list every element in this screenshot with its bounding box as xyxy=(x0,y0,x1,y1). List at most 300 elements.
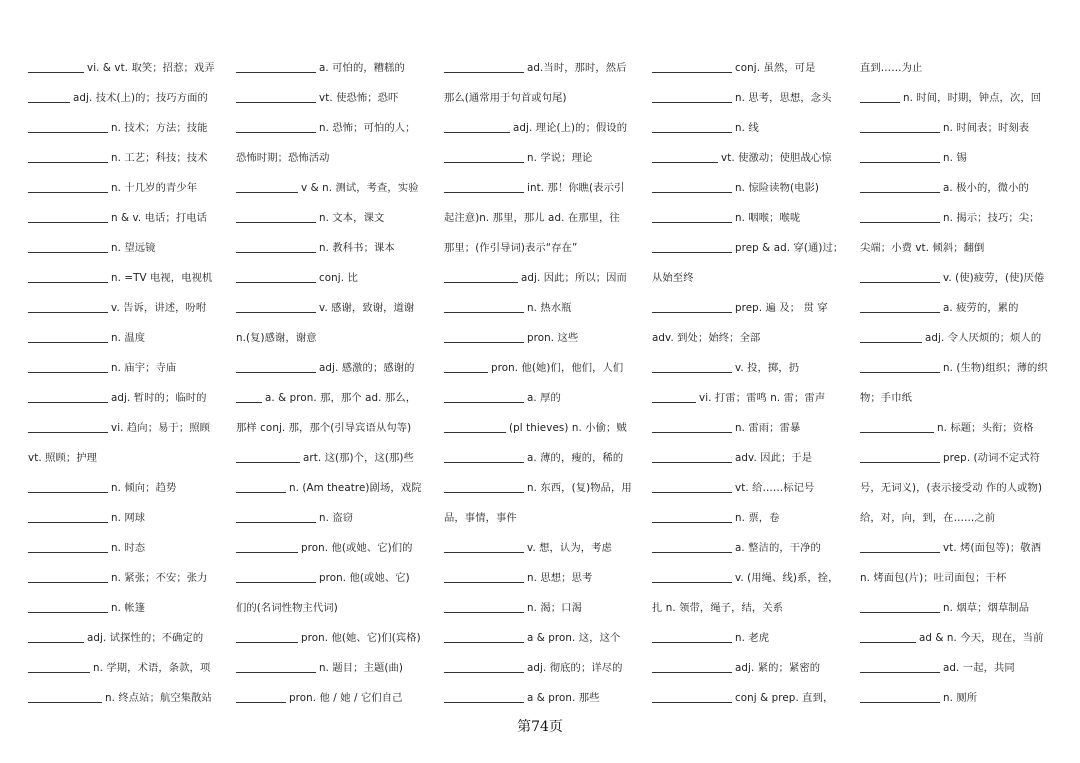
vocab-entry xyxy=(236,411,434,441)
answer-blank xyxy=(860,330,922,343)
vocab-entry xyxy=(860,291,1058,321)
vocab-entry xyxy=(444,591,642,621)
answer-blank xyxy=(236,480,286,493)
vocab-entry xyxy=(860,411,1058,441)
vocab-entry xyxy=(652,471,850,501)
definition-text: prep & ad. 穿(通)过； xyxy=(735,241,844,254)
definition-text: n. (Am theatre)剧场，戏院 xyxy=(289,481,422,494)
vocab-entry xyxy=(236,321,434,351)
answer-blank xyxy=(860,120,940,133)
vocab-entry xyxy=(860,531,1058,561)
answer-blank xyxy=(652,570,732,583)
vocab-entry xyxy=(444,621,642,651)
vocab-entry xyxy=(652,621,850,651)
word-column-5 xyxy=(860,51,1058,711)
vocab-entry xyxy=(236,441,434,471)
answer-blank xyxy=(444,480,524,493)
definition-text: a. 可怕的，糟糕的 xyxy=(319,61,405,74)
answer-blank xyxy=(444,330,524,343)
definition-text: v. (用绳、线)系，拴， xyxy=(735,571,839,584)
definition-text: pron. 他(或她、它) xyxy=(319,571,410,584)
answer-blank xyxy=(444,420,506,433)
word-column-3 xyxy=(444,51,642,711)
answer-blank xyxy=(28,510,108,523)
answer-blank xyxy=(236,300,316,313)
definition-text: pron. 他 / 她 / 它们自己 xyxy=(289,691,403,704)
definition-text: n. 热水瓶 xyxy=(527,301,572,314)
definition-text: v. 想，认为，考虑 xyxy=(527,541,612,554)
vocab-entry xyxy=(652,141,850,171)
vocab-entry xyxy=(444,51,642,81)
definition-text: n. 厕所 xyxy=(943,691,978,704)
answer-blank xyxy=(652,60,732,73)
vocab-entry xyxy=(652,201,850,231)
definition-text: n. 帐篷 xyxy=(111,601,146,614)
vocab-entry xyxy=(236,471,434,501)
answer-blank xyxy=(236,660,316,673)
definition-text: n. 网球 xyxy=(111,511,146,524)
answer-blank xyxy=(236,690,286,703)
vocab-entry xyxy=(236,681,434,711)
answer-blank xyxy=(444,600,524,613)
definition-text: a. 极小的，微小的 xyxy=(943,181,1029,194)
answer-blank xyxy=(444,690,524,703)
definition-text: 们的(名词性物主代词) xyxy=(236,601,338,614)
answer-blank xyxy=(236,180,298,193)
answer-blank xyxy=(28,690,102,703)
vocab-entry xyxy=(28,621,226,651)
vocab-entry xyxy=(236,291,434,321)
vocab-entry xyxy=(236,591,434,621)
definition-text: n. 十几岁的青少年 xyxy=(111,181,198,194)
definition-text: v. 投，掷，扔 xyxy=(735,361,800,374)
answer-blank xyxy=(236,60,316,73)
vocab-entry xyxy=(860,111,1058,141)
answer-blank xyxy=(652,120,732,133)
vocab-entry xyxy=(236,351,434,381)
vocab-entry xyxy=(652,531,850,561)
vocab-entry xyxy=(444,261,642,291)
definition-text: v & n. 测试，考查，实验 xyxy=(301,181,419,194)
answer-blank xyxy=(236,510,316,523)
vocab-entry xyxy=(652,231,850,261)
vocab-entry xyxy=(444,141,642,171)
definition-text: int. 那！你瞧(表示引 xyxy=(527,181,625,194)
definition-text: n. 线 xyxy=(735,121,759,134)
definition-text: 号，无词义)，(表示接受动 作的人或物) xyxy=(860,481,1043,494)
vocab-entry xyxy=(652,651,850,681)
vocab-entry xyxy=(652,261,850,291)
definition-text: 那里；(作引导词)表示“存在” xyxy=(444,241,578,254)
vocab-entry xyxy=(28,591,226,621)
answer-blank xyxy=(860,180,940,193)
answer-blank xyxy=(28,180,108,193)
definition-text: n. 老虎 xyxy=(735,631,770,644)
vocab-entry xyxy=(28,681,226,711)
vocab-entry xyxy=(652,381,850,411)
vocab-entry xyxy=(860,501,1058,531)
vocab-entry xyxy=(652,351,850,381)
vocab-entry xyxy=(236,141,434,171)
vocab-entry xyxy=(28,351,226,381)
vocab-entry xyxy=(652,291,850,321)
definition-text: n. 望远镜 xyxy=(111,241,156,254)
vocab-entry xyxy=(652,51,850,81)
vocab-entry xyxy=(860,591,1058,621)
definition-text: vt. 使激动；使胆战心惊 xyxy=(721,151,832,164)
definition-text: 扎 n. 领带，绳子，结，关系 xyxy=(652,601,784,614)
vocab-entry xyxy=(236,621,434,651)
answer-blank xyxy=(236,360,316,373)
definition-text: (pl thieves) n. 小偷；贼 xyxy=(509,421,627,434)
vocab-entry xyxy=(28,651,226,681)
definition-text: n. 终点站；航空集散站 xyxy=(105,691,212,704)
answer-blank xyxy=(652,240,732,253)
vocab-entry xyxy=(860,681,1058,711)
answer-blank xyxy=(28,210,108,223)
answer-blank xyxy=(444,570,524,583)
definition-text: vi. & vt. 取笑；招惹；戏弄 xyxy=(87,61,215,74)
answer-blank xyxy=(28,600,108,613)
definition-text: n. 揭示；技巧；尖； xyxy=(943,211,1040,224)
answer-blank xyxy=(652,300,732,313)
answer-blank xyxy=(860,360,940,373)
vocab-entry xyxy=(652,591,850,621)
definition-text: adv. 到处；始终；全部 xyxy=(652,331,761,344)
answer-blank xyxy=(28,90,70,103)
definition-text: n. 时间表；时刻表 xyxy=(943,121,1030,134)
definition-text: 直到……为止 xyxy=(860,61,923,74)
definition-text: n. 文本，课文 xyxy=(319,211,385,224)
answer-blank xyxy=(652,660,732,673)
vocab-entry xyxy=(236,531,434,561)
vocab-entry xyxy=(444,201,642,231)
vocab-entry xyxy=(860,141,1058,171)
definition-text: n. 庙宇；寺庙 xyxy=(111,361,177,374)
answer-blank xyxy=(860,300,940,313)
definition-text: n. 技术；方法；技能 xyxy=(111,121,208,134)
definition-text: n. (生物)组织；薄的织 xyxy=(943,361,1048,374)
vocab-entry xyxy=(236,171,434,201)
definition-text: ad & n. 今天，现在，当前 xyxy=(919,631,1044,644)
vocab-entry xyxy=(28,531,226,561)
definition-text: n. 工艺；科技；技术 xyxy=(111,151,208,164)
answer-blank xyxy=(860,630,916,643)
vocab-entry xyxy=(860,621,1058,651)
answer-blank xyxy=(28,330,108,343)
vocab-entry xyxy=(444,531,642,561)
definition-text: adj. 技术(上)的；技巧方面的 xyxy=(73,91,208,104)
definition-text: adj. 紧的；紧密的 xyxy=(735,661,821,674)
vocab-entry xyxy=(444,381,642,411)
definition-text: 那样 conj. 那，那个(引导宾语从句等) xyxy=(236,421,412,434)
vocab-entry xyxy=(444,651,642,681)
vocab-entry xyxy=(444,681,642,711)
answer-blank xyxy=(236,120,316,133)
answer-blank xyxy=(236,540,298,553)
definition-text: vi. 趋向；易于；照顾 xyxy=(111,421,211,434)
vocab-entry xyxy=(28,471,226,501)
answer-blank xyxy=(444,360,488,373)
definition-text: a. & pron. 那，那个 ad. 那么， xyxy=(265,391,417,404)
vocab-entry xyxy=(28,381,226,411)
definition-text: n. 渴；口渴 xyxy=(527,601,582,614)
answer-blank xyxy=(652,210,732,223)
definition-text: conj & prep. 直到， xyxy=(735,691,834,704)
answer-blank xyxy=(444,540,524,553)
answer-blank xyxy=(444,60,524,73)
vocabulary-sheet xyxy=(28,51,1058,711)
vocab-entry xyxy=(28,171,226,201)
answer-blank xyxy=(236,390,262,403)
word-column-2 xyxy=(236,51,434,711)
page-number: 第74页 xyxy=(517,719,563,735)
definition-text: n. 惊险读物(电影) xyxy=(735,181,819,194)
vocab-entry xyxy=(236,381,434,411)
vocab-entry xyxy=(236,111,434,141)
answer-blank xyxy=(652,690,732,703)
definition-text: pron. 这些 xyxy=(527,331,579,344)
definition-text: n & v. 电话；打电话 xyxy=(111,211,208,224)
definition-text: adj. 感激的；感谢的 xyxy=(319,361,415,374)
vocab-entry xyxy=(652,171,850,201)
definition-text: vt. 使恐怖；恐吓 xyxy=(319,91,399,104)
answer-blank xyxy=(236,90,316,103)
answer-blank xyxy=(860,660,940,673)
definition-text: 物；手巾纸 xyxy=(860,391,912,404)
vocab-entry xyxy=(28,201,226,231)
answer-blank xyxy=(652,180,732,193)
definition-text: n. 咽喉；喉咙 xyxy=(735,211,801,224)
definition-text: n. 倾向；趋势 xyxy=(111,481,177,494)
definition-text: adj. 令人厌烦的；烦人的 xyxy=(925,331,1042,344)
vocab-entry xyxy=(236,561,434,591)
answer-blank xyxy=(28,60,84,73)
definition-text: n. =TV 电视，电视机 xyxy=(111,271,213,284)
vocab-entry xyxy=(860,441,1058,471)
vocab-entry xyxy=(860,261,1058,291)
vocab-entry xyxy=(444,561,642,591)
answer-blank xyxy=(444,300,524,313)
definition-text: v. 感谢，致谢，道谢 xyxy=(319,301,415,314)
answer-blank xyxy=(444,450,524,463)
vocab-entry xyxy=(444,321,642,351)
definition-text: n. 票，卷 xyxy=(735,511,780,524)
definition-text: n. 时间，时期，钟点，次，回 xyxy=(903,91,1042,104)
definition-text: ad.当时，那时，然后 xyxy=(527,61,627,74)
vocab-entry xyxy=(28,231,226,261)
vocab-entry xyxy=(860,381,1058,411)
definition-text: a & pron. 这，这个 xyxy=(527,631,621,644)
answer-blank xyxy=(860,690,940,703)
answer-blank xyxy=(652,630,732,643)
definition-text: n. 教科书；课本 xyxy=(319,241,395,254)
vocab-entry xyxy=(652,81,850,111)
answer-blank xyxy=(28,300,108,313)
definition-text: 恐怖时期；恐怖活动 xyxy=(236,151,330,164)
definition-text: conj. 比 xyxy=(319,271,358,284)
answer-blank xyxy=(28,270,108,283)
vocab-entry xyxy=(28,81,226,111)
vocab-entry xyxy=(860,81,1058,111)
answer-blank xyxy=(28,120,108,133)
vocab-entry xyxy=(652,681,850,711)
answer-blank xyxy=(236,630,298,643)
vocab-entry xyxy=(860,51,1058,81)
vocab-entry xyxy=(652,441,850,471)
definition-text: 那么(通常用于句首或句尾) xyxy=(444,91,567,104)
definition-text: 起注意)n. 那里，那儿 ad. 在那里，往 xyxy=(444,211,620,224)
answer-blank xyxy=(28,360,108,373)
answer-blank xyxy=(860,600,940,613)
answer-blank xyxy=(860,150,940,163)
vocab-entry xyxy=(444,441,642,471)
definition-text: n. 紧张；不安；张力 xyxy=(111,571,208,584)
answer-blank xyxy=(444,660,524,673)
vocab-entry xyxy=(236,651,434,681)
answer-blank xyxy=(28,540,108,553)
word-column-4 xyxy=(652,51,850,711)
vocab-entry xyxy=(652,321,850,351)
definition-text: n. 温度 xyxy=(111,331,146,344)
answer-blank xyxy=(652,480,732,493)
definition-text: a. 薄的，瘦的，稀的 xyxy=(527,451,624,464)
definition-text: 尖端；小费 vt. 倾斜；翻倒 xyxy=(860,241,985,254)
definition-text: prep. (动词不定式符 xyxy=(943,451,1041,464)
vocab-entry xyxy=(652,561,850,591)
definition-text: pron. 他(她、它)们(宾格) xyxy=(301,631,421,644)
answer-blank xyxy=(860,540,940,553)
definition-text: n. 烤面包(片)；吐司面包；干杯 xyxy=(860,571,1007,584)
vocab-entry xyxy=(444,471,642,501)
definition-text: a. 厚的 xyxy=(527,391,561,404)
answer-blank xyxy=(652,360,732,373)
answer-blank xyxy=(28,660,90,673)
definition-text: ad. 一起，共同 xyxy=(943,661,1015,674)
definition-text: n. 学说；理论 xyxy=(527,151,593,164)
answer-blank xyxy=(860,90,900,103)
answer-blank xyxy=(652,510,732,523)
answer-blank xyxy=(28,570,108,583)
definition-text: n. 东西，(复)物品，用 xyxy=(527,481,632,494)
definition-text: vt. 烤(面包等)；敬酒 xyxy=(943,541,1042,554)
answer-blank xyxy=(28,390,108,403)
vocab-entry xyxy=(860,171,1058,201)
answer-blank xyxy=(28,630,84,643)
definition-text: n.(复)感谢，谢意 xyxy=(236,331,317,344)
vocab-entry xyxy=(652,411,850,441)
definition-text: pron. 他(或她、它)们的 xyxy=(301,541,413,554)
answer-blank xyxy=(652,420,732,433)
definition-text: n. 学期，术语，条款，项 xyxy=(93,661,211,674)
vocab-entry xyxy=(28,501,226,531)
definition-text: adv. 因此；于是 xyxy=(735,451,813,464)
answer-blank xyxy=(28,480,108,493)
vocab-entry xyxy=(652,111,850,141)
definition-text: vt. 给……标记号 xyxy=(735,481,815,494)
definition-text: adj. 彻底的；详尽的 xyxy=(527,661,623,674)
vocab-entry xyxy=(236,51,434,81)
vocab-entry xyxy=(236,81,434,111)
definition-text: adj. 暂时的；临时的 xyxy=(111,391,207,404)
vocab-entry xyxy=(860,471,1058,501)
vocab-entry xyxy=(444,291,642,321)
vocab-entry xyxy=(28,561,226,591)
answer-blank xyxy=(444,390,524,403)
definition-text: n. 烟草；烟草制品 xyxy=(943,601,1030,614)
vocab-entry xyxy=(28,51,226,81)
vocab-entry xyxy=(444,351,642,381)
definition-text: adj. 试探性的；不确定的 xyxy=(87,631,204,644)
vocab-entry xyxy=(860,351,1058,381)
answer-blank xyxy=(444,150,524,163)
answer-blank xyxy=(444,270,518,283)
answer-blank xyxy=(444,120,510,133)
definition-text: 品，事情，事件 xyxy=(444,511,517,524)
definition-text: 给，对，向，到，在……之前 xyxy=(860,511,996,524)
answer-blank xyxy=(652,150,718,163)
vocab-entry xyxy=(236,261,434,291)
answer-blank xyxy=(860,210,940,223)
answer-blank xyxy=(236,240,316,253)
answer-blank xyxy=(236,570,316,583)
definition-text: adj. 因此；所以；因而 xyxy=(521,271,627,284)
answer-blank xyxy=(652,390,696,403)
answer-blank xyxy=(28,150,108,163)
definition-text: n. 标题；头衔；资格 xyxy=(937,421,1034,434)
definition-text: adj. 理论(上)的；假设的 xyxy=(513,121,628,134)
definition-text: 从始至终 xyxy=(652,271,694,284)
answer-blank xyxy=(652,450,732,463)
definition-text: n. 思考，思想，念头 xyxy=(735,91,832,104)
vocab-entry xyxy=(860,201,1058,231)
definition-text: n. 雷雨；雷暴 xyxy=(735,421,801,434)
vocab-entry xyxy=(860,561,1058,591)
definition-text: v. 告诉，讲述，吩咐 xyxy=(111,301,207,314)
vocab-entry xyxy=(236,501,434,531)
vocab-entry xyxy=(28,441,226,471)
vocab-entry xyxy=(444,171,642,201)
vocab-entry xyxy=(444,111,642,141)
vocab-entry xyxy=(444,501,642,531)
definition-text: pron. 他(她)们，他们，人们 xyxy=(491,361,624,374)
definition-text: art. 这(那)个，这(那)些 xyxy=(303,451,414,464)
answer-blank xyxy=(236,270,316,283)
vocab-entry xyxy=(860,651,1058,681)
vocab-entry xyxy=(28,261,226,291)
answer-blank xyxy=(860,450,940,463)
vocab-entry xyxy=(28,141,226,171)
answer-blank xyxy=(860,420,934,433)
answer-blank xyxy=(28,420,108,433)
vocab-entry xyxy=(444,81,642,111)
definition-text: vi. 打雷；雷鸣 n. 雷；雷声 xyxy=(699,391,826,404)
vocab-entry xyxy=(860,231,1058,261)
definition-text: n. 盗窃 xyxy=(319,511,354,524)
vocab-entry xyxy=(860,321,1058,351)
answer-blank xyxy=(444,180,524,193)
vocab-entry xyxy=(652,501,850,531)
vocab-entry xyxy=(236,201,434,231)
vocab-entry xyxy=(236,231,434,261)
answer-blank xyxy=(28,240,108,253)
definition-text: v. (使)疲劳，(使)厌倦 xyxy=(943,271,1045,284)
vocab-entry xyxy=(444,231,642,261)
answer-blank xyxy=(236,450,300,463)
definition-text: n. 题目；主题(曲) xyxy=(319,661,403,674)
definition-text: n. 锡 xyxy=(943,151,967,164)
vocab-entry xyxy=(28,321,226,351)
